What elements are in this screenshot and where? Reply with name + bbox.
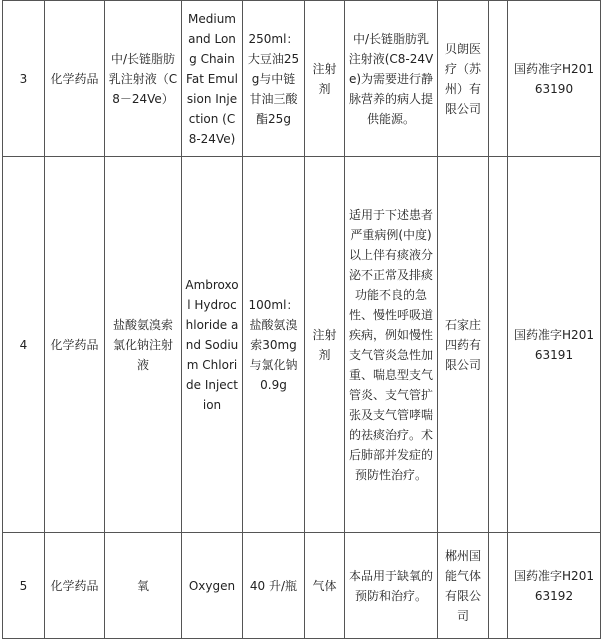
category-cell: 化学药品 (45, 157, 105, 533)
english-name-cell: Oxygen (182, 533, 243, 639)
approval-number-cell: 国药准字H20163191 (508, 157, 601, 533)
english-name-cell: Ambroxol Hydrochloride and Sodium Chloride Injection (182, 157, 243, 533)
approval-number-cell: 国药准字H20163192 (508, 533, 601, 639)
drug-approval-table (2, 0, 601, 639)
manufacturer-cell: 郴州国能气体有限公司 (438, 533, 489, 639)
indication-cell: 本品用于缺氧的预防和治疗。 (345, 533, 438, 639)
row-number-cell: 3 (3, 1, 45, 157)
manufacturer-cell: 贝朗医疗（苏州）有限公司 (438, 1, 489, 157)
category-cell: 化学药品 (45, 533, 105, 639)
row-number-cell: 5 (3, 533, 45, 639)
specification-cell: 250ml：大豆油25g与中链甘油三酸酯25g (243, 1, 305, 157)
chinese-name-cell: 氧 (105, 533, 182, 639)
indication-cell: 适用于下述患者严重病例(中度)以上伴有痰液分泌不正常及排痰功能不良的急性、慢性呼吸道疾病，例如慢性支气管炎急性加重、喘息型支气管炎、支气管扩张及支气管哮喘的祛痰治疗。术后肺部并发症的预防性治疗。 (345, 157, 438, 533)
row-number-cell: 4 (3, 157, 45, 533)
table-row (3, 533, 601, 639)
chinese-name-cell: 盐酸氨溴索氯化钠注射液 (105, 157, 182, 533)
empty-cell (489, 157, 508, 533)
approval-number-cell: 国药准字H20163190 (508, 1, 601, 157)
english-name-cell: Medium and Long Chain Fat Emulsion Injection (C8-24Ve) (182, 1, 243, 157)
table-row (3, 157, 601, 533)
category-cell: 化学药品 (45, 1, 105, 157)
dosage-form-cell: 注射剂 (305, 157, 345, 533)
dosage-form-cell: 注射剂 (305, 1, 345, 157)
empty-cell (489, 533, 508, 639)
table-row (3, 1, 601, 157)
indication-cell: 中/长链脂肪乳注射液(C8-24Ve)为需要进行静脉营养的病人提供能源。 (345, 1, 438, 157)
chinese-name-cell: 中/长链脂肪乳注射液（C8－24Ve） (105, 1, 182, 157)
dosage-form-cell: 气体 (305, 533, 345, 639)
manufacturer-cell: 石家庄四药有限公司 (438, 157, 489, 533)
specification-cell: 40 升/瓶 (243, 533, 305, 639)
specification-cell: 100ml：盐酸氨溴索30mg与氯化钠0.9g (243, 157, 305, 533)
empty-cell (489, 1, 508, 157)
